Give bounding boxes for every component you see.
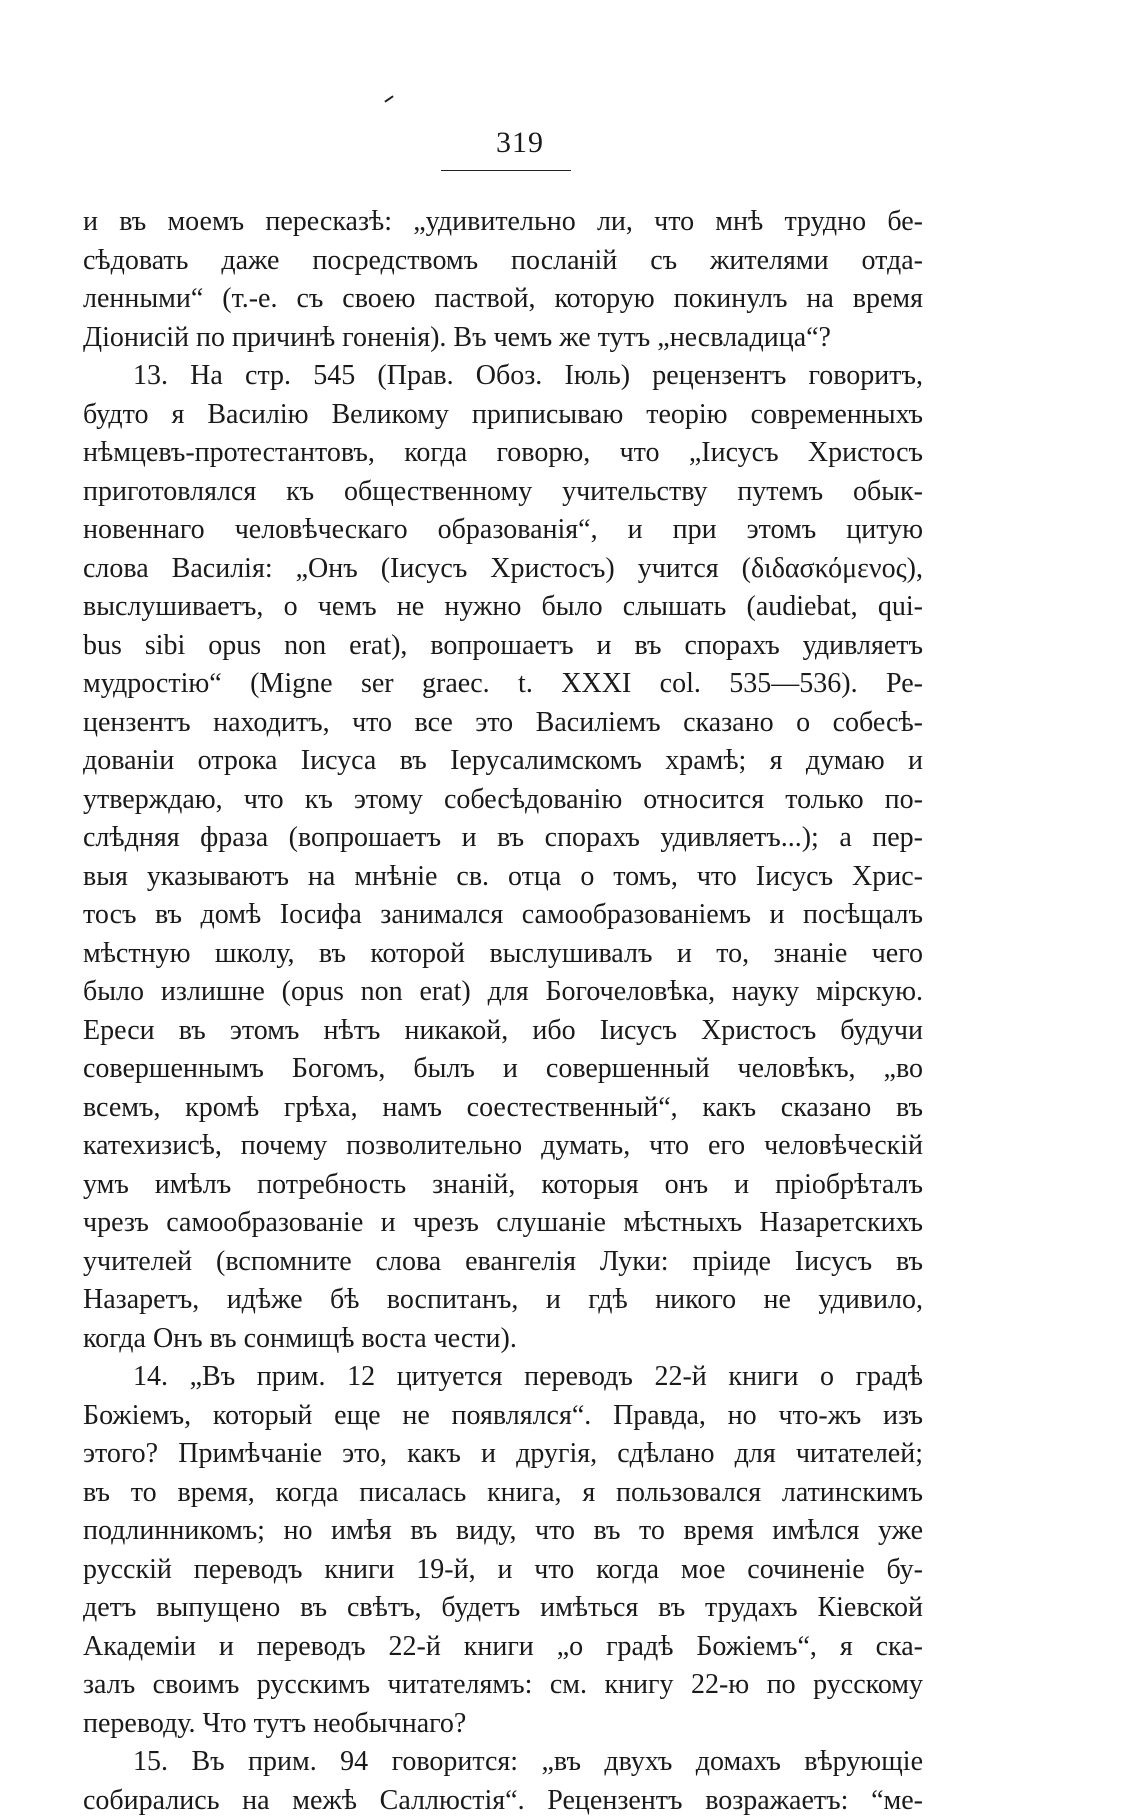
text-line: Ереси въ этомъ нѣтъ никакой, ибо Іисусъ Христосъ будучи: [83, 1012, 923, 1051]
ink-mark: [384, 95, 393, 102]
page-number-rule: [441, 170, 571, 171]
text-line: цензентъ находитъ, что все это Василіемъ сказано о собесѣ-: [83, 704, 923, 743]
text-line: Діонисій по причинѣ гоненія). Въ чемъ же тутъ „несвладица“?: [83, 319, 923, 358]
text-line: въ то время, когда писалась книга, я пользовался латинскимъ: [83, 1474, 923, 1513]
text-line: мудростію“ (Migne ser graec. t. XXXI col. 535—536). Ре-: [83, 665, 923, 704]
text-line: приготовлялся къ общественному учительству путемъ обык-: [83, 473, 923, 512]
text-line: Божіемъ, который еще не появлялся“. Правда, но что-жъ изъ: [83, 1397, 923, 1436]
text-line: тосъ въ домѣ Іосифа занимался самообразованіемъ и посѣщалъ: [83, 896, 923, 935]
text-line: 13. На стр. 545 (Прав. Обоз. Іюль) рецензентъ говоритъ,: [83, 357, 923, 396]
text-line: умъ имѣлъ потребность знаній, которыя онъ и пріобрѣталъ: [83, 1166, 923, 1205]
text-line: будто я Василію Великому приписываю теорію современныхъ: [83, 396, 923, 435]
page-number: 319: [470, 126, 570, 160]
text-line: этого? Примѣчаніе это, какъ и другія, сдѣлано для читателей;: [83, 1435, 923, 1474]
text-line: подлинникомъ; но имѣя въ виду, что въ то время имѣлся уже: [83, 1512, 923, 1551]
text-line: новеннаго человѣческаго образованія“, и при этомъ цитую: [83, 511, 923, 550]
text-line: и въ моемъ пересказѣ: „удивительно ли, что мнѣ трудно бе-: [83, 203, 923, 242]
text-line: детъ выпущено въ свѣтъ, будетъ имѣться въ трудахъ Кіевской: [83, 1589, 923, 1628]
text-line: мѣстную школу, въ которой выслушивалъ и то, знаніе чего: [83, 935, 923, 974]
text-line: залъ своимъ русскимъ читателямъ: см. книгу 22-ю по русскому: [83, 1666, 923, 1705]
text-line: ленными“ (т.-е. съ своею паствой, которую покинулъ на время: [83, 280, 923, 319]
text-line: всемъ, кромѣ грѣха, намъ соестественный“, какъ сказано въ: [83, 1089, 923, 1128]
text-line: сѣдовать даже посредствомъ посланій съ жителями отда-: [83, 242, 923, 281]
text-line: совершеннымъ Богомъ, былъ и совершенный человѣкъ, „во: [83, 1050, 923, 1089]
text-line: слова Василія: „Онъ (Іисусъ Христосъ) учится (διδασκόμενος),: [83, 550, 923, 589]
text-line: катехизисѣ, почему позволительно думать, что его человѣческій: [83, 1127, 923, 1166]
text-line: было излишне (opus non erat) для Богочеловѣка, науку мірскую.: [83, 973, 923, 1012]
text-line: нѣмцевъ-протестантовъ, когда говорю, что „Іисусъ Христосъ: [83, 434, 923, 473]
text-line: собирались на межѣ Саллюстія“. Рецензентъ возражаетъ: “ме-: [83, 1782, 923, 1820]
text-line: Назаретъ, идѣже бѣ воспитанъ, и гдѣ никого не удивило,: [83, 1281, 923, 1320]
text-line: 14. „Въ прим. 12 цитуется переводъ 22-й книги о градѣ: [83, 1358, 923, 1397]
text-line: выслушиваетъ, о чемъ не нужно было слышать (audiebat, qui-: [83, 588, 923, 627]
text-line: русскій переводъ книги 19-й, и что когда мое сочиненіе бу-: [83, 1551, 923, 1590]
text-line: учителей (вспомните слова евангелія Луки: пріиде Іисусъ въ: [83, 1243, 923, 1282]
text-line: bus sibi opus non erat), вопрошаетъ и въ спорахъ удивляетъ: [83, 627, 923, 666]
text-line: выя указываютъ на мнѣніе св. отца о томъ, что Іисусъ Хрис-: [83, 858, 923, 897]
text-line: чрезъ самообразованіе и чрезъ слушаніе мѣстныхъ Назаретскихъ: [83, 1204, 923, 1243]
text-line: утверждаю, что къ этому собесѣдованію относится только по-: [83, 781, 923, 820]
text-line: переводу. Что тутъ необычнаго?: [83, 1705, 923, 1744]
body-text: [83, 203, 923, 1820]
text-line: когда Онъ въ сонмищѣ воста чести).: [83, 1320, 923, 1359]
text-line: дованіи отрока Іисуса въ Іерусалимскомъ храмѣ; я думаю и: [83, 742, 923, 781]
text-line: 15. Въ прим. 94 говорится: „въ двухъ домахъ вѣрующіе: [83, 1743, 923, 1782]
text-line: слѣдняя фраза (вопрошаетъ и въ спорахъ удивляетъ...); а пер-: [83, 819, 923, 858]
text-line: Академіи и переводъ 22-й книги „о градѣ Божіемъ“, я ска-: [83, 1628, 923, 1667]
